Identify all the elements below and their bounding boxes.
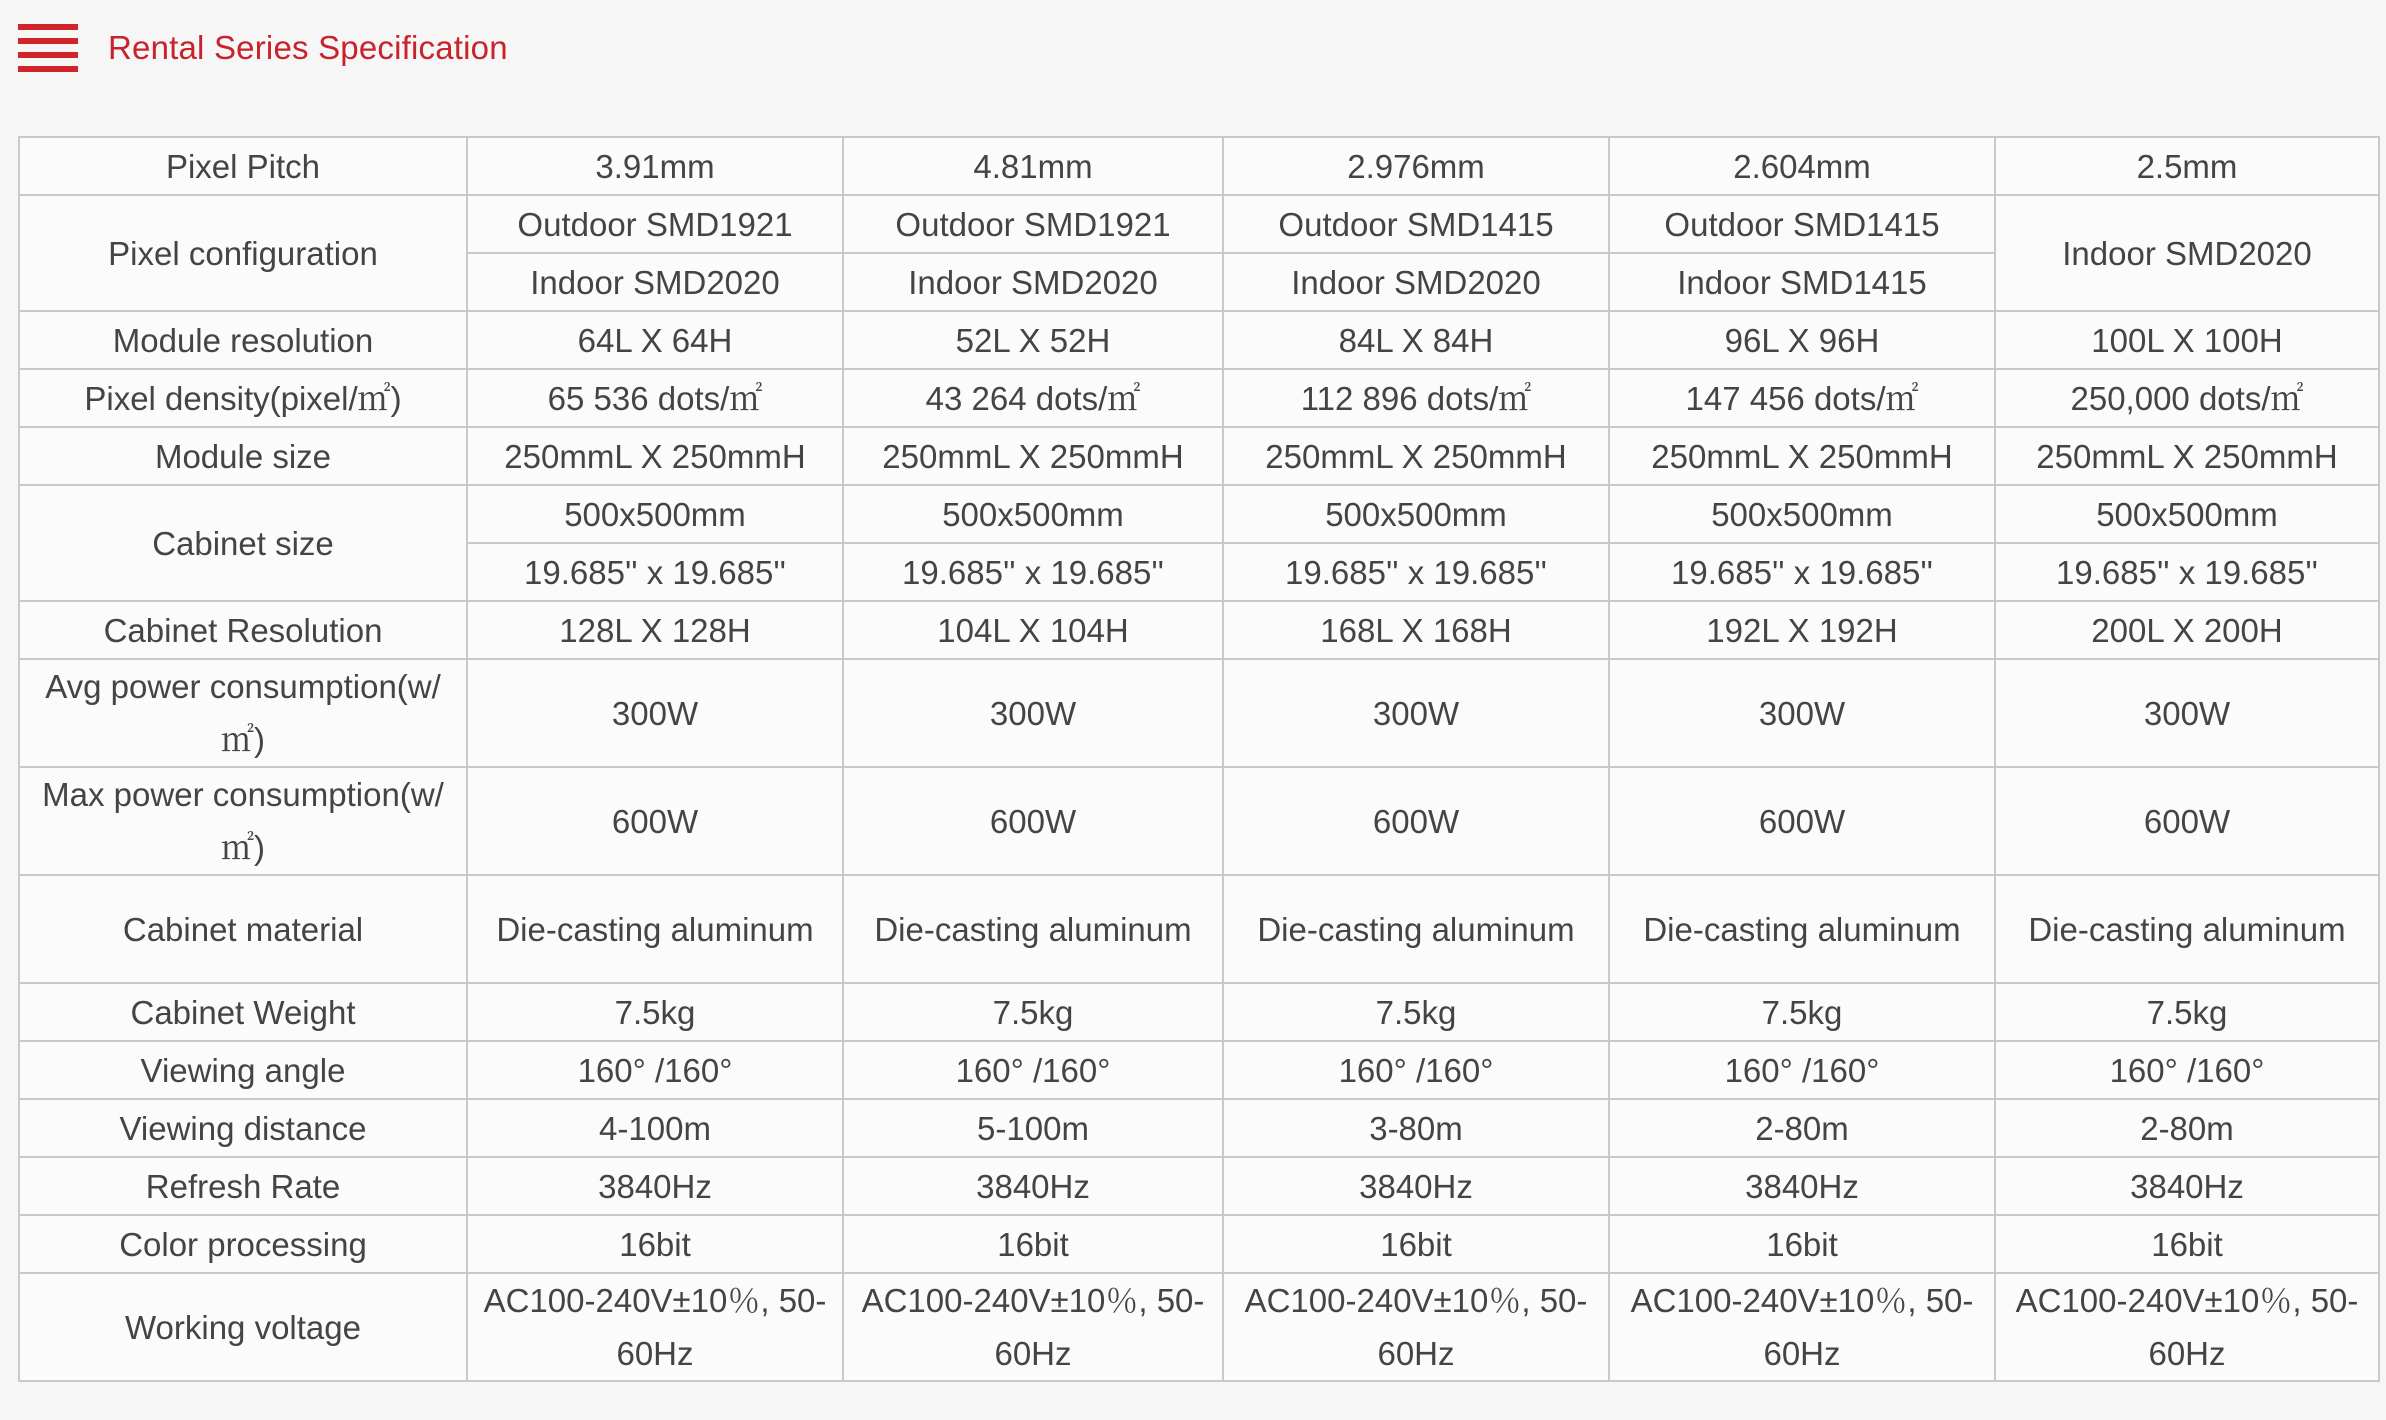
- table-cell: 600W: [467, 767, 843, 875]
- row-label: Pixel density(pixel/㎡): [19, 369, 467, 427]
- table-cell: 100L X 100H: [1995, 311, 2379, 369]
- table-cell: 168L X 168H: [1223, 601, 1609, 659]
- table-cell: 250,000 dots/㎡: [1995, 369, 2379, 427]
- table-row-refresh-rate: [19, 1157, 2379, 1215]
- table-cell: Indoor SMD2020: [1995, 195, 2379, 311]
- table-row-module-size: [19, 427, 2379, 485]
- row-label: Pixel Pitch: [19, 137, 467, 195]
- row-label: Working voltage: [19, 1273, 467, 1381]
- row-label: Avg power consumption(w/㎡): [19, 659, 467, 767]
- table-cell: 19.685'' x 19.685'': [467, 543, 843, 601]
- table-row-color-processing: [19, 1215, 2379, 1273]
- table-cell: 43 264 dots/㎡: [843, 369, 1223, 427]
- table-cell: 600W: [1995, 767, 2379, 875]
- page-header: [18, 22, 508, 74]
- table-cell: 16bit: [1609, 1215, 1995, 1273]
- table-cell: 160° /160°: [1223, 1041, 1609, 1099]
- row-label: Color processing: [19, 1215, 467, 1273]
- table-cell: AC100-240V±10％, 50-60Hz: [1609, 1273, 1995, 1381]
- table-cell: 160° /160°: [467, 1041, 843, 1099]
- table-cell: 19.685'' x 19.685'': [1223, 543, 1609, 601]
- page-title: Rental Series Specification: [108, 29, 508, 66]
- row-label: Cabinet Resolution: [19, 601, 467, 659]
- table-cell: 3840Hz: [1223, 1157, 1609, 1215]
- table-row-cabinet-weight: [19, 983, 2379, 1041]
- table-cell: 160° /160°: [1609, 1041, 1995, 1099]
- table-cell: Die-casting aluminum: [1609, 875, 1995, 983]
- table-cell: 16bit: [1223, 1215, 1609, 1273]
- table-cell: Indoor SMD2020: [843, 253, 1223, 311]
- row-label: Cabinet size: [19, 485, 467, 601]
- table-cell: 500x500mm: [843, 485, 1223, 543]
- table-cell: Indoor SMD1415: [1609, 253, 1995, 311]
- table-cell: 3840Hz: [1609, 1157, 1995, 1215]
- table-cell: 500x500mm: [1609, 485, 1995, 543]
- table-cell: 16bit: [467, 1215, 843, 1273]
- menu-icon[interactable]: [18, 24, 78, 72]
- table-cell: 7.5kg: [843, 983, 1223, 1041]
- row-label: Refresh Rate: [19, 1157, 467, 1215]
- table-cell: 19.685'' x 19.685'': [1995, 543, 2379, 601]
- row-label: Module size: [19, 427, 467, 485]
- table-cell: 250mmL X 250mmH: [1223, 427, 1609, 485]
- table-row-cabinet-size: [19, 485, 2379, 543]
- table-cell: 16bit: [843, 1215, 1223, 1273]
- table-cell: Outdoor SMD1415: [1223, 195, 1609, 253]
- table-cell: 160° /160°: [1995, 1041, 2379, 1099]
- table-cell: Outdoor SMD1921: [843, 195, 1223, 253]
- table-cell: 2.976mm: [1223, 137, 1609, 195]
- table-cell: 104L X 104H: [843, 601, 1223, 659]
- table-cell: 600W: [843, 767, 1223, 875]
- table-row-pixel-configuration: [19, 195, 2379, 253]
- table-cell: 300W: [467, 659, 843, 767]
- table-cell: Outdoor SMD1921: [467, 195, 843, 253]
- table-cell: 147 456 dots/㎡: [1609, 369, 1995, 427]
- table-cell: Die-casting aluminum: [843, 875, 1223, 983]
- table-cell: Indoor SMD2020: [1223, 253, 1609, 311]
- table-cell: 250mmL X 250mmH: [843, 427, 1223, 485]
- table-cell: 300W: [1223, 659, 1609, 767]
- row-label: Cabinet Weight: [19, 983, 467, 1041]
- table-cell: 19.685'' x 19.685'': [1609, 543, 1995, 601]
- table-cell: 300W: [843, 659, 1223, 767]
- table-cell: 500x500mm: [1995, 485, 2379, 543]
- table-cell: 16bit: [1995, 1215, 2379, 1273]
- table-row-module-resolution: [19, 311, 2379, 369]
- table-cell: 600W: [1609, 767, 1995, 875]
- table-cell: 2.5mm: [1995, 137, 2379, 195]
- table-cell: 600W: [1223, 767, 1609, 875]
- table-cell: Die-casting aluminum: [1223, 875, 1609, 983]
- table-cell: AC100-240V±10％, 50-60Hz: [1995, 1273, 2379, 1381]
- table-cell: Outdoor SMD1415: [1609, 195, 1995, 253]
- table-cell: 250mmL X 250mmH: [1995, 427, 2379, 485]
- table-cell: 200L X 200H: [1995, 601, 2379, 659]
- specification-table: [18, 136, 2380, 1382]
- table-cell: 19.685'' x 19.685'': [843, 543, 1223, 601]
- table-row-working-voltage: [19, 1273, 2379, 1381]
- table-cell: 5-100m: [843, 1099, 1223, 1157]
- table-cell: 2.604mm: [1609, 137, 1995, 195]
- table-row-avg-power: [19, 659, 2379, 767]
- table-cell: 7.5kg: [1995, 983, 2379, 1041]
- table-cell: 300W: [1995, 659, 2379, 767]
- table-row-max-power: [19, 767, 2379, 875]
- table-row-viewing-angle: [19, 1041, 2379, 1099]
- table-cell: 160° /160°: [843, 1041, 1223, 1099]
- table-cell: AC100-240V±10％, 50-60Hz: [1223, 1273, 1609, 1381]
- table-cell: 4-100m: [467, 1099, 843, 1157]
- table-cell: 96L X 96H: [1609, 311, 1995, 369]
- table-cell: 500x500mm: [1223, 485, 1609, 543]
- table-cell: 7.5kg: [1609, 983, 1995, 1041]
- row-label: Viewing distance: [19, 1099, 467, 1157]
- table-cell: 128L X 128H: [467, 601, 843, 659]
- table-row-cabinet-resolution: [19, 601, 2379, 659]
- row-label: Viewing angle: [19, 1041, 467, 1099]
- table-row-pixel-pitch: [19, 137, 2379, 195]
- table-cell: 64L X 64H: [467, 311, 843, 369]
- table-row-cabinet-material: [19, 875, 2379, 983]
- table-cell: 3840Hz: [467, 1157, 843, 1215]
- table-cell: 3840Hz: [1995, 1157, 2379, 1215]
- table-cell: 7.5kg: [1223, 983, 1609, 1041]
- table-cell: 500x500mm: [467, 485, 843, 543]
- table-cell: 52L X 52H: [843, 311, 1223, 369]
- table-cell: 3840Hz: [843, 1157, 1223, 1215]
- row-label: Pixel configuration: [19, 195, 467, 311]
- table-cell: 84L X 84H: [1223, 311, 1609, 369]
- table-cell: 2-80m: [1995, 1099, 2379, 1157]
- table-cell: 250mmL X 250mmH: [1609, 427, 1995, 485]
- row-label: Cabinet material: [19, 875, 467, 983]
- table-cell: 250mmL X 250mmH: [467, 427, 843, 485]
- table-row-pixel-density: [19, 369, 2379, 427]
- table-cell: 65 536 dots/㎡: [467, 369, 843, 427]
- table-cell: AC100-240V±10％, 50-60Hz: [843, 1273, 1223, 1381]
- table-cell: 300W: [1609, 659, 1995, 767]
- table-cell: 3.91mm: [467, 137, 843, 195]
- row-label: Module resolution: [19, 311, 467, 369]
- table-cell: 2-80m: [1609, 1099, 1995, 1157]
- table-cell: AC100-240V±10％, 50-60Hz: [467, 1273, 843, 1381]
- table-cell: 112 896 dots/㎡: [1223, 369, 1609, 427]
- table-cell: Die-casting aluminum: [1995, 875, 2379, 983]
- table-cell: Die-casting aluminum: [467, 875, 843, 983]
- row-label: Max power consumption(w/㎡): [19, 767, 467, 875]
- specification-table-container: [18, 136, 2378, 1382]
- table-cell: 7.5kg: [467, 983, 843, 1041]
- table-cell: 192L X 192H: [1609, 601, 1995, 659]
- table-cell: 4.81mm: [843, 137, 1223, 195]
- table-cell: Indoor SMD2020: [467, 253, 843, 311]
- table-row-viewing-distance: [19, 1099, 2379, 1157]
- table-cell: 3-80m: [1223, 1099, 1609, 1157]
